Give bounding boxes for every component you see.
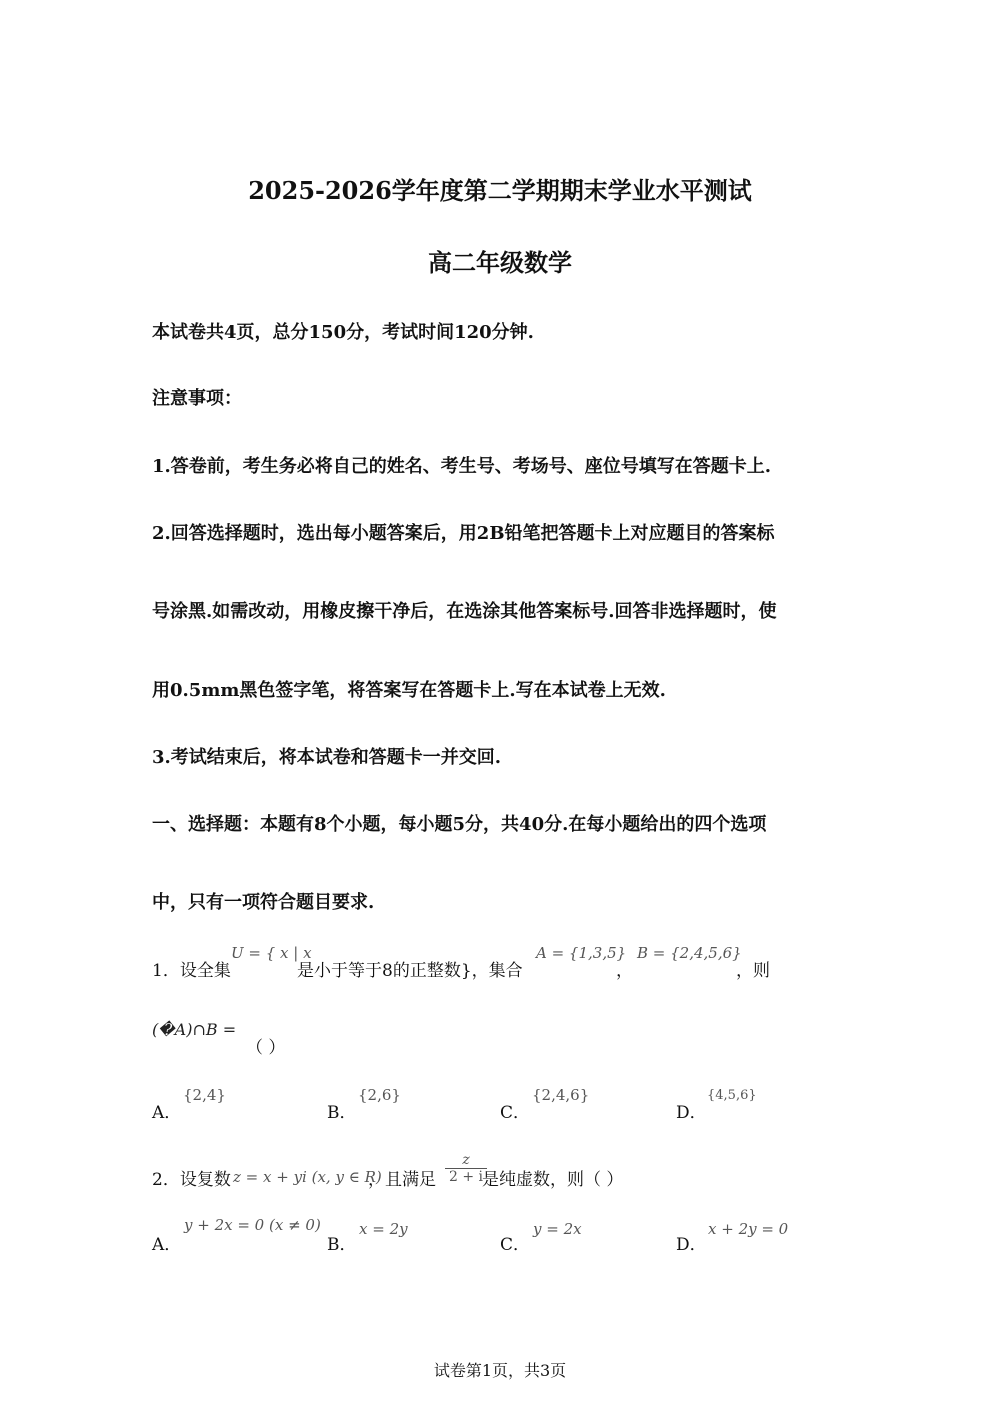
question-1-option-d-label: D．: [676, 1103, 707, 1123]
question-2-fraction-numerator: z: [445, 1152, 487, 1169]
notice-item-3: 3.考试结束后，将本试卷和答题卡一并交回.: [152, 747, 502, 768]
notice-heading: 注意事项：: [152, 388, 242, 409]
section-1-heading-line-1: 一、选择题：本题有8个小题，每小题5分，共40分.在每小题给出的四个选项: [152, 814, 767, 835]
notice-item-2-line-1: 2.回答选择题时，选出每小题答案后，用2B铅笔把答题卡上对应题目的答案标: [152, 523, 775, 544]
question-1-option-b-value: {2,6}: [358, 1086, 401, 1104]
question-1-option-b-label: B．: [327, 1103, 357, 1123]
notice-item-2-line-2: 号涂黑.如需改动，用橡皮擦干净后，在选涂其他答案标号.回答非选择题时，使: [152, 601, 777, 622]
question-2-prefix: 2．设复数: [152, 1170, 231, 1190]
exam-subtitle: 高二年级数学: [428, 248, 572, 277]
question-2-option-b-value: x = 2y: [359, 1220, 408, 1238]
intro-text: 本试卷共4页，总分150分，考试时间120分钟.: [152, 322, 534, 343]
notice-item-2-line-3: 用0.5mm黑色签字笔，将答案写在答题卡上.写在本试卷上无效.: [152, 680, 666, 701]
question-2-option-d-value: x + 2y = 0: [708, 1220, 789, 1238]
question-2-suffix: 是纯虚数，则（ ）: [482, 1170, 624, 1190]
question-1-option-c-value: {2,4,6}: [532, 1086, 590, 1104]
question-1-answer-paren: （ ）: [246, 1038, 286, 1058]
question-2-option-b-label: B．: [327, 1235, 357, 1255]
question-1-option-d-value: {4,5,6}: [707, 1088, 757, 1103]
question-1-set-u: U = { x | x: [231, 944, 312, 962]
notice-item-1: 1.答卷前，考生务必将自己的姓名、考生号、考场号、座位号填写在答题卡上.: [152, 456, 772, 477]
question-1-suffix: ，则: [736, 961, 770, 981]
question-1-comma: ，: [616, 961, 633, 981]
exam-title: 2025-2026学年度第二学期期末学业水平测试: [248, 176, 752, 205]
question-1-set-a: A = {1,3,5}: [536, 944, 627, 962]
question-1-expression: (�A)∩B =: [152, 1020, 237, 1039]
question-2-option-c-value: y = 2x: [533, 1220, 582, 1238]
question-2-option-a-value: y + 2x = 0 (x ≠ 0): [184, 1216, 321, 1234]
question-2-option-a-label: A．: [152, 1235, 182, 1255]
question-1-middle-text: 是小于等于8的正整数}，集合: [297, 961, 523, 981]
question-1-option-a-value: {2,4}: [183, 1086, 226, 1104]
question-1-prefix: 1．设全集: [152, 961, 231, 981]
question-1-option-a-label: A．: [152, 1103, 182, 1123]
question-2-fraction-denominator: 2 + i: [449, 1169, 484, 1185]
question-2-option-d-label: D．: [676, 1235, 707, 1255]
question-2-fraction: [445, 1152, 487, 1185]
question-2-option-c-label: C．: [500, 1235, 531, 1255]
page-footer: 试卷第1页，共3页: [433, 1361, 567, 1380]
question-2-middle-text: ，且满足: [368, 1170, 436, 1190]
section-1-heading-line-2: 中，只有一项符合题目要求.: [152, 892, 375, 913]
question-1-set-b: B = {2,4,5,6}: [637, 944, 742, 962]
question-2-complex-z: z = x + yi (x, y ∈ R): [233, 1168, 382, 1186]
question-1-option-c-label: C．: [500, 1103, 531, 1123]
